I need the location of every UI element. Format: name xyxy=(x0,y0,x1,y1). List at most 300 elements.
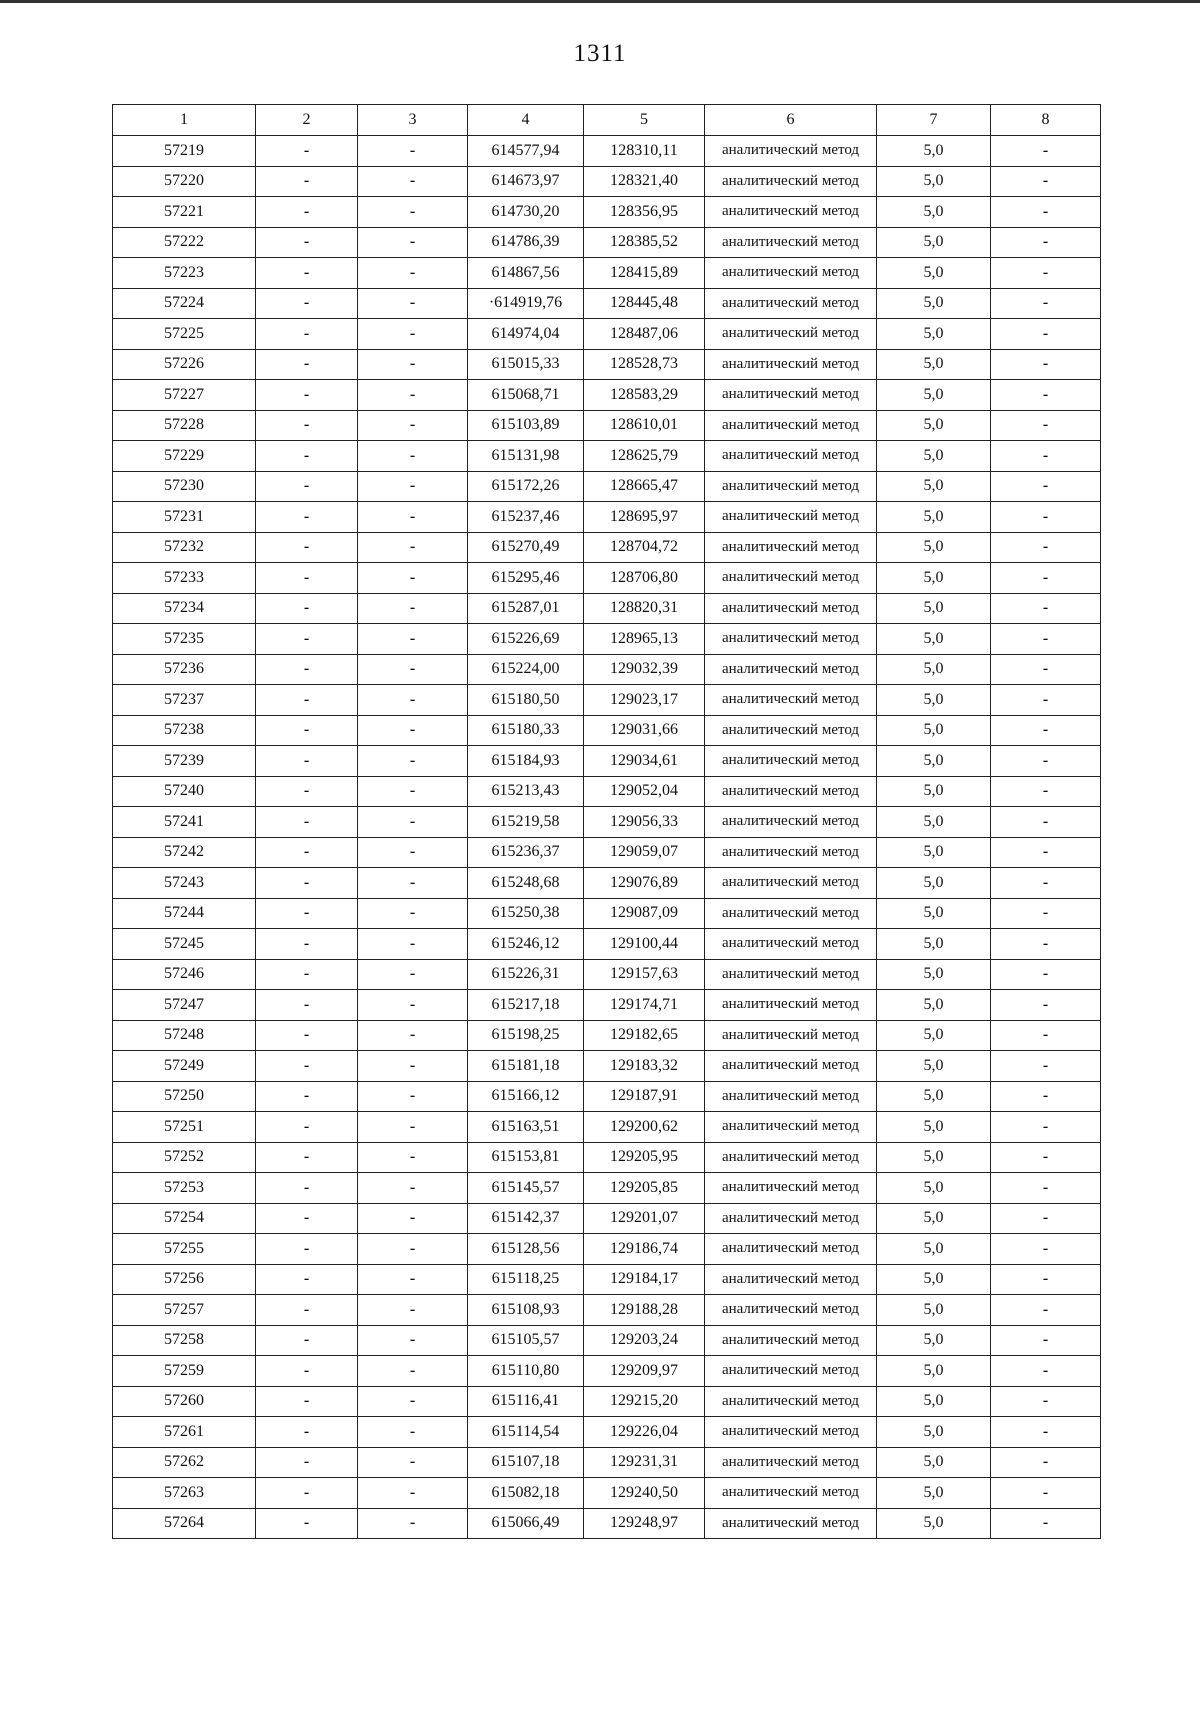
col3-cell: - xyxy=(358,288,468,319)
col2-cell: - xyxy=(256,746,358,777)
accuracy-cell: 5,0 xyxy=(877,1112,991,1143)
col2-cell: - xyxy=(256,1051,358,1082)
col3-cell: - xyxy=(358,1020,468,1051)
col3-cell: - xyxy=(358,929,468,960)
table-row xyxy=(113,166,1101,197)
col8-cell: - xyxy=(991,441,1101,472)
col3-cell: - xyxy=(358,1142,468,1173)
x-coordinate-cell: 615213,43 xyxy=(468,776,584,807)
point-number-cell: 57262 xyxy=(113,1447,256,1478)
accuracy-cell: 5,0 xyxy=(877,1295,991,1326)
accuracy-cell: 5,0 xyxy=(877,349,991,380)
col8-cell: - xyxy=(991,929,1101,960)
accuracy-cell: 5,0 xyxy=(877,1447,991,1478)
x-coordinate-cell: 615082,18 xyxy=(468,1478,584,1509)
method-cell: аналитический метод xyxy=(705,746,877,777)
table-row xyxy=(113,1417,1101,1448)
method-cell: аналитический метод xyxy=(705,868,877,899)
col2-cell: - xyxy=(256,197,358,228)
method-cell: аналитический метод xyxy=(705,288,877,319)
y-coordinate-cell: 128321,40 xyxy=(584,166,705,197)
point-number-cell: 57247 xyxy=(113,990,256,1021)
table-row xyxy=(113,1264,1101,1295)
col3-cell: - xyxy=(358,1447,468,1478)
table-row xyxy=(113,502,1101,533)
col3-cell: - xyxy=(358,1264,468,1295)
col2-cell: - xyxy=(256,1447,358,1478)
method-cell: аналитический метод xyxy=(705,990,877,1021)
method-cell: аналитический метод xyxy=(705,898,877,929)
y-coordinate-cell: 129184,17 xyxy=(584,1264,705,1295)
col8-cell: - xyxy=(991,166,1101,197)
col3-cell: - xyxy=(358,136,468,167)
accuracy-cell: 5,0 xyxy=(877,654,991,685)
point-number-cell: 57261 xyxy=(113,1417,256,1448)
header-cell: 3 xyxy=(358,105,468,136)
accuracy-cell: 5,0 xyxy=(877,258,991,289)
method-cell: аналитический метод xyxy=(705,1173,877,1204)
accuracy-cell: 5,0 xyxy=(877,288,991,319)
col2-cell: - xyxy=(256,654,358,685)
col3-cell: - xyxy=(358,1478,468,1509)
col3-cell: - xyxy=(358,624,468,655)
col2-cell: - xyxy=(256,685,358,716)
x-coordinate-cell: 615145,57 xyxy=(468,1173,584,1204)
col3-cell: - xyxy=(358,441,468,472)
y-coordinate-cell: 129200,62 xyxy=(584,1112,705,1143)
method-cell: аналитический метод xyxy=(705,502,877,533)
point-number-cell: 57230 xyxy=(113,471,256,502)
x-coordinate-cell: 615248,68 xyxy=(468,868,584,899)
col2-cell: - xyxy=(256,624,358,655)
table-row xyxy=(113,1020,1101,1051)
col3-cell: - xyxy=(358,746,468,777)
point-number-cell: 57241 xyxy=(113,807,256,838)
table-row xyxy=(113,441,1101,472)
col2-cell: - xyxy=(256,1478,358,1509)
method-cell: аналитический метод xyxy=(705,959,877,990)
col8-cell: - xyxy=(991,1508,1101,1539)
col3-cell: - xyxy=(358,532,468,563)
col8-cell: - xyxy=(991,593,1101,624)
method-cell: аналитический метод xyxy=(705,1478,877,1509)
x-coordinate-cell: 615153,81 xyxy=(468,1142,584,1173)
point-number-cell: 57256 xyxy=(113,1264,256,1295)
point-number-cell: 57249 xyxy=(113,1051,256,1082)
table-row xyxy=(113,532,1101,563)
method-cell: аналитический метод xyxy=(705,1264,877,1295)
x-coordinate-cell: 615180,33 xyxy=(468,715,584,746)
col8-cell: - xyxy=(991,715,1101,746)
col8-cell: - xyxy=(991,227,1101,258)
x-coordinate-cell: 615226,31 xyxy=(468,959,584,990)
method-cell: аналитический метод xyxy=(705,258,877,289)
col8-cell: - xyxy=(991,1173,1101,1204)
point-number-cell: 57245 xyxy=(113,929,256,960)
accuracy-cell: 5,0 xyxy=(877,1264,991,1295)
col3-cell: - xyxy=(358,1203,468,1234)
point-number-cell: 57226 xyxy=(113,349,256,380)
accuracy-cell: 5,0 xyxy=(877,868,991,899)
col8-cell: - xyxy=(991,380,1101,411)
accuracy-cell: 5,0 xyxy=(877,837,991,868)
point-number-cell: 57263 xyxy=(113,1478,256,1509)
table-row xyxy=(113,319,1101,350)
col2-cell: - xyxy=(256,807,358,838)
col2-cell: - xyxy=(256,441,358,472)
table-row xyxy=(113,715,1101,746)
col3-cell: - xyxy=(358,1417,468,1448)
method-cell: аналитический метод xyxy=(705,1081,877,1112)
accuracy-cell: 5,0 xyxy=(877,441,991,472)
accuracy-cell: 5,0 xyxy=(877,563,991,594)
col2-cell: - xyxy=(256,1264,358,1295)
table-row xyxy=(113,898,1101,929)
col2-cell: - xyxy=(256,1020,358,1051)
col2-cell: - xyxy=(256,1356,358,1387)
y-coordinate-cell: 129059,07 xyxy=(584,837,705,868)
point-number-cell: 57237 xyxy=(113,685,256,716)
page-number: 1311 xyxy=(573,40,627,67)
method-cell: аналитический метод xyxy=(705,1203,877,1234)
col8-cell: - xyxy=(991,502,1101,533)
y-coordinate-cell: 129034,61 xyxy=(584,746,705,777)
y-coordinate-cell: 129187,91 xyxy=(584,1081,705,1112)
table-row xyxy=(113,1173,1101,1204)
method-cell: аналитический метод xyxy=(705,807,877,838)
col2-cell: - xyxy=(256,136,358,167)
table-row xyxy=(113,654,1101,685)
x-coordinate-cell: 615142,37 xyxy=(468,1203,584,1234)
table-row xyxy=(113,1234,1101,1265)
method-cell: аналитический метод xyxy=(705,532,877,563)
method-cell: аналитический метод xyxy=(705,776,877,807)
accuracy-cell: 5,0 xyxy=(877,990,991,1021)
y-coordinate-cell: 129203,24 xyxy=(584,1325,705,1356)
col8-cell: - xyxy=(991,1478,1101,1509)
col8-cell: - xyxy=(991,1142,1101,1173)
y-coordinate-cell: 129023,17 xyxy=(584,685,705,716)
x-coordinate-cell: 615287,01 xyxy=(468,593,584,624)
col3-cell: - xyxy=(358,349,468,380)
accuracy-cell: 5,0 xyxy=(877,319,991,350)
y-coordinate-cell: 129032,39 xyxy=(584,654,705,685)
col2-cell: - xyxy=(256,898,358,929)
table-row xyxy=(113,1386,1101,1417)
accuracy-cell: 5,0 xyxy=(877,624,991,655)
col2-cell: - xyxy=(256,288,358,319)
point-number-cell: 57231 xyxy=(113,502,256,533)
y-coordinate-cell: 129100,44 xyxy=(584,929,705,960)
table-row xyxy=(113,1081,1101,1112)
col2-cell: - xyxy=(256,1325,358,1356)
col3-cell: - xyxy=(358,959,468,990)
col8-cell: - xyxy=(991,1295,1101,1326)
point-number-cell: 57227 xyxy=(113,380,256,411)
x-coordinate-cell: 615015,33 xyxy=(468,349,584,380)
y-coordinate-cell: 129215,20 xyxy=(584,1386,705,1417)
accuracy-cell: 5,0 xyxy=(877,959,991,990)
col2-cell: - xyxy=(256,1417,358,1448)
x-coordinate-cell: 615166,12 xyxy=(468,1081,584,1112)
accuracy-cell: 5,0 xyxy=(877,1051,991,1082)
col8-cell: - xyxy=(991,410,1101,441)
accuracy-cell: 5,0 xyxy=(877,929,991,960)
point-number-cell: 57243 xyxy=(113,868,256,899)
col2-cell: - xyxy=(256,776,358,807)
y-coordinate-cell: 129205,85 xyxy=(584,1173,705,1204)
y-coordinate-cell: 128445,48 xyxy=(584,288,705,319)
table-row xyxy=(113,1295,1101,1326)
method-cell: аналитический метод xyxy=(705,136,877,167)
table-row xyxy=(113,471,1101,502)
point-number-cell: 57253 xyxy=(113,1173,256,1204)
method-cell: аналитический метод xyxy=(705,685,877,716)
col2-cell: - xyxy=(256,959,358,990)
header-cell: 7 xyxy=(877,105,991,136)
top-border-rule xyxy=(0,0,1200,3)
accuracy-cell: 5,0 xyxy=(877,1173,991,1204)
point-number-cell: 57222 xyxy=(113,227,256,258)
col8-cell: - xyxy=(991,1417,1101,1448)
col8-cell: - xyxy=(991,868,1101,899)
accuracy-cell: 5,0 xyxy=(877,166,991,197)
col2-cell: - xyxy=(256,1508,358,1539)
col3-cell: - xyxy=(358,715,468,746)
y-coordinate-cell: 129201,07 xyxy=(584,1203,705,1234)
col3-cell: - xyxy=(358,197,468,228)
point-number-cell: 57252 xyxy=(113,1142,256,1173)
table-row xyxy=(113,746,1101,777)
y-coordinate-cell: 128487,06 xyxy=(584,319,705,350)
accuracy-cell: 5,0 xyxy=(877,685,991,716)
table-row xyxy=(113,349,1101,380)
point-number-cell: 57255 xyxy=(113,1234,256,1265)
table-row xyxy=(113,136,1101,167)
x-coordinate-cell: 615131,98 xyxy=(468,441,584,472)
y-coordinate-cell: 128528,73 xyxy=(584,349,705,380)
col8-cell: - xyxy=(991,563,1101,594)
x-coordinate-cell: ·614919,76 xyxy=(468,288,584,319)
table-row xyxy=(113,410,1101,441)
x-coordinate-cell: 615116,41 xyxy=(468,1386,584,1417)
col2-cell: - xyxy=(256,990,358,1021)
point-number-cell: 57225 xyxy=(113,319,256,350)
col2-cell: - xyxy=(256,715,358,746)
col3-cell: - xyxy=(358,1112,468,1143)
y-coordinate-cell: 128695,97 xyxy=(584,502,705,533)
col2-cell: - xyxy=(256,1203,358,1234)
x-coordinate-cell: 615224,00 xyxy=(468,654,584,685)
method-cell: аналитический метод xyxy=(705,1234,877,1265)
accuracy-cell: 5,0 xyxy=(877,1142,991,1173)
point-number-cell: 57236 xyxy=(113,654,256,685)
table-row xyxy=(113,197,1101,228)
accuracy-cell: 5,0 xyxy=(877,1478,991,1509)
y-coordinate-cell: 129226,04 xyxy=(584,1417,705,1448)
x-coordinate-cell: 615103,89 xyxy=(468,410,584,441)
col8-cell: - xyxy=(991,258,1101,289)
point-number-cell: 57234 xyxy=(113,593,256,624)
col8-cell: - xyxy=(991,1112,1101,1143)
method-cell: аналитический метод xyxy=(705,1325,877,1356)
method-cell: аналитический метод xyxy=(705,1386,877,1417)
col8-cell: - xyxy=(991,1234,1101,1265)
method-cell: аналитический метод xyxy=(705,1356,877,1387)
x-coordinate-cell: 615108,93 xyxy=(468,1295,584,1326)
accuracy-cell: 5,0 xyxy=(877,227,991,258)
col2-cell: - xyxy=(256,471,358,502)
x-coordinate-cell: 615184,93 xyxy=(468,746,584,777)
x-coordinate-cell: 615217,18 xyxy=(468,990,584,1021)
table-row xyxy=(113,1142,1101,1173)
col8-cell: - xyxy=(991,197,1101,228)
col3-cell: - xyxy=(358,807,468,838)
method-cell: аналитический метод xyxy=(705,441,877,472)
table-row xyxy=(113,1051,1101,1082)
col3-cell: - xyxy=(358,837,468,868)
method-cell: аналитический метод xyxy=(705,563,877,594)
point-number-cell: 57238 xyxy=(113,715,256,746)
col3-cell: - xyxy=(358,776,468,807)
col3-cell: - xyxy=(358,1051,468,1082)
col8-cell: - xyxy=(991,1203,1101,1234)
col2-cell: - xyxy=(256,1173,358,1204)
point-number-cell: 57257 xyxy=(113,1295,256,1326)
header-cell: 2 xyxy=(256,105,358,136)
method-cell: аналитический метод xyxy=(705,1508,877,1539)
col2-cell: - xyxy=(256,166,358,197)
x-coordinate-cell: 615237,46 xyxy=(468,502,584,533)
col3-cell: - xyxy=(358,1295,468,1326)
table-row xyxy=(113,227,1101,258)
col3-cell: - xyxy=(358,319,468,350)
col8-cell: - xyxy=(991,776,1101,807)
method-cell: аналитический метод xyxy=(705,380,877,411)
col3-cell: - xyxy=(358,593,468,624)
col2-cell: - xyxy=(256,380,358,411)
col8-cell: - xyxy=(991,532,1101,563)
y-coordinate-cell: 129056,33 xyxy=(584,807,705,838)
method-cell: аналитический метод xyxy=(705,837,877,868)
x-coordinate-cell: 615226,69 xyxy=(468,624,584,655)
col3-cell: - xyxy=(358,654,468,685)
table-body xyxy=(113,136,1101,1539)
coordinates-table xyxy=(112,104,1101,1539)
x-coordinate-cell: 615068,71 xyxy=(468,380,584,411)
x-coordinate-cell: 615181,18 xyxy=(468,1051,584,1082)
method-cell: аналитический метод xyxy=(705,471,877,502)
col8-cell: - xyxy=(991,349,1101,380)
col3-cell: - xyxy=(358,685,468,716)
col8-cell: - xyxy=(991,990,1101,1021)
y-coordinate-cell: 129231,31 xyxy=(584,1447,705,1478)
y-coordinate-cell: 128965,13 xyxy=(584,624,705,655)
x-coordinate-cell: 614786,39 xyxy=(468,227,584,258)
col3-cell: - xyxy=(358,1508,468,1539)
table-row xyxy=(113,1325,1101,1356)
x-coordinate-cell: 615236,37 xyxy=(468,837,584,868)
col3-cell: - xyxy=(358,1325,468,1356)
accuracy-cell: 5,0 xyxy=(877,502,991,533)
header-cell: 1 xyxy=(113,105,256,136)
method-cell: аналитический метод xyxy=(705,1417,877,1448)
y-coordinate-cell: 129087,09 xyxy=(584,898,705,929)
method-cell: аналитический метод xyxy=(705,1112,877,1143)
accuracy-cell: 5,0 xyxy=(877,1386,991,1417)
y-coordinate-cell: 128610,01 xyxy=(584,410,705,441)
col2-cell: - xyxy=(256,349,358,380)
col2-cell: - xyxy=(256,532,358,563)
point-number-cell: 57244 xyxy=(113,898,256,929)
col3-cell: - xyxy=(358,990,468,1021)
y-coordinate-cell: 129205,95 xyxy=(584,1142,705,1173)
y-coordinate-cell: 128583,29 xyxy=(584,380,705,411)
accuracy-cell: 5,0 xyxy=(877,746,991,777)
accuracy-cell: 5,0 xyxy=(877,593,991,624)
col2-cell: - xyxy=(256,593,358,624)
accuracy-cell: 5,0 xyxy=(877,197,991,228)
accuracy-cell: 5,0 xyxy=(877,532,991,563)
x-coordinate-cell: 615105,57 xyxy=(468,1325,584,1356)
accuracy-cell: 5,0 xyxy=(877,776,991,807)
x-coordinate-cell: 615219,58 xyxy=(468,807,584,838)
col3-cell: - xyxy=(358,1234,468,1265)
table-row xyxy=(113,990,1101,1021)
y-coordinate-cell: 128385,52 xyxy=(584,227,705,258)
col3-cell: - xyxy=(358,502,468,533)
col2-cell: - xyxy=(256,410,358,441)
point-number-cell: 57246 xyxy=(113,959,256,990)
col8-cell: - xyxy=(991,1020,1101,1051)
col3-cell: - xyxy=(358,380,468,411)
method-cell: аналитический метод xyxy=(705,410,877,441)
y-coordinate-cell: 128706,80 xyxy=(584,563,705,594)
table-row xyxy=(113,959,1101,990)
x-coordinate-cell: 614577,94 xyxy=(468,136,584,167)
col8-cell: - xyxy=(991,1325,1101,1356)
point-number-cell: 57223 xyxy=(113,258,256,289)
accuracy-cell: 5,0 xyxy=(877,1020,991,1051)
table-row xyxy=(113,1508,1101,1539)
col8-cell: - xyxy=(991,807,1101,838)
col8-cell: - xyxy=(991,1264,1101,1295)
col2-cell: - xyxy=(256,1386,358,1417)
point-number-cell: 57248 xyxy=(113,1020,256,1051)
y-coordinate-cell: 129182,65 xyxy=(584,1020,705,1051)
header-cell: 8 xyxy=(991,105,1101,136)
table-row xyxy=(113,1112,1101,1143)
table-row xyxy=(113,837,1101,868)
y-coordinate-cell: 128625,79 xyxy=(584,441,705,472)
method-cell: аналитический метод xyxy=(705,349,877,380)
method-cell: аналитический метод xyxy=(705,319,877,350)
point-number-cell: 57259 xyxy=(113,1356,256,1387)
y-coordinate-cell: 128310,11 xyxy=(584,136,705,167)
col3-cell: - xyxy=(358,258,468,289)
table-row xyxy=(113,685,1101,716)
point-number-cell: 57264 xyxy=(113,1508,256,1539)
col2-cell: - xyxy=(256,1081,358,1112)
y-coordinate-cell: 128415,89 xyxy=(584,258,705,289)
accuracy-cell: 5,0 xyxy=(877,1203,991,1234)
point-number-cell: 57228 xyxy=(113,410,256,441)
header-row xyxy=(113,105,1101,136)
y-coordinate-cell: 128820,31 xyxy=(584,593,705,624)
table-row xyxy=(113,1478,1101,1509)
y-coordinate-cell: 129031,66 xyxy=(584,715,705,746)
table-row xyxy=(113,1203,1101,1234)
